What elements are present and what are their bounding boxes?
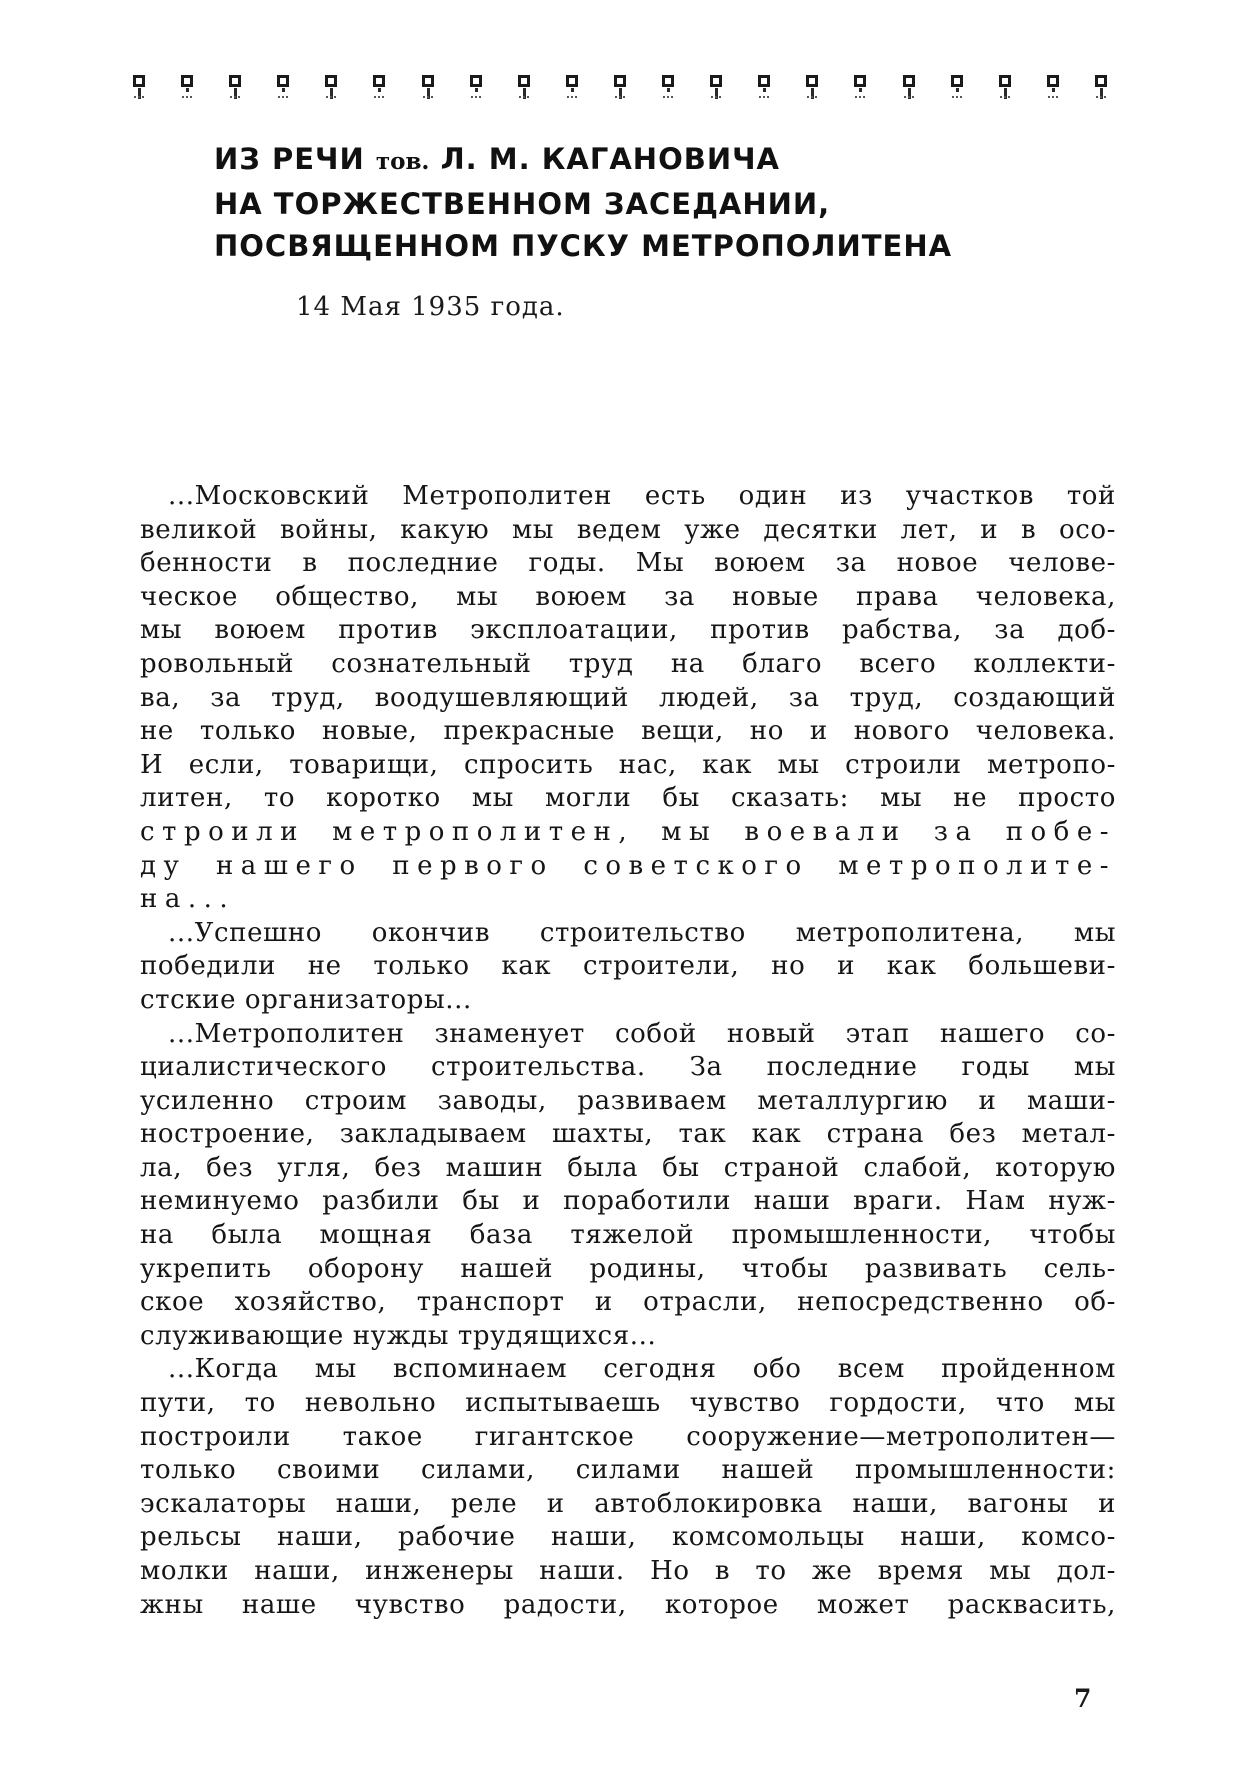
- body-line: мы воюем против эксплоатации, против рабства, за доб-: [140, 615, 1116, 646]
- body-line: служивающие нужды трудящихся...: [140, 1320, 657, 1351]
- ornament-glyph: [661, 74, 679, 104]
- ornament-glyph: [709, 74, 727, 104]
- body-line: литен, то коротко мы могли бы сказать: мы не просто: [140, 783, 1116, 814]
- ornament-glyph: [324, 74, 342, 104]
- body-line: жны наше чувство радости, которое может расквасить,: [140, 1589, 1116, 1620]
- ornament-glyph: [228, 74, 246, 104]
- body-line: ностроение, закладываем шахты, так как страна без метал-: [140, 1119, 1116, 1150]
- title-line-2: НА ТОРЖЕСТВЕННОМ ЗАСЕДАНИИ,: [214, 187, 831, 221]
- body-line: пути, то невольно испытываешь чувство гордости, что мы: [140, 1388, 1116, 1419]
- ornament-glyph: [372, 74, 390, 104]
- body-line: эскалаторы наши, реле и автоблокировка наши, вагоны и: [140, 1488, 1116, 1519]
- body-line: великой войны, какую мы ведем уже десятки лет, и в осо-: [140, 514, 1116, 545]
- ornament-glyph: [613, 74, 631, 104]
- ornament-glyph: [902, 74, 920, 104]
- body-line: неминуемо разбили бы и поработили наши враги. Нам нуж-: [140, 1186, 1116, 1217]
- ornament-glyph: [805, 74, 823, 104]
- body-line: победили не только как строители, но и как большеви-: [140, 951, 1116, 982]
- ornament-glyph: [1046, 74, 1064, 104]
- ornament-glyph: [757, 74, 775, 104]
- body-line: ...Успешно окончив строительство метрополитена, мы: [168, 917, 1116, 948]
- ornament-glyph: [517, 74, 535, 104]
- page-number: 7: [1074, 1684, 1092, 1713]
- ornament-glyph: [853, 74, 871, 104]
- body-line: построили такое гигантское сооружение—метрополитен—: [140, 1421, 1116, 1452]
- ornament-glyph: [180, 74, 198, 104]
- body-line-spaced: ду нашего первого советского метрополите-: [140, 850, 1116, 881]
- body-line: не только новые, прекрасные вещи, но и нового человека.: [140, 716, 1116, 747]
- body-line: бенности в последние годы. Мы воюем за новое челове-: [140, 548, 1116, 579]
- speech-date: 14 Мая 1935 года.: [296, 292, 565, 322]
- body-line: на была мощная база тяжелой промышленности, чтобы: [140, 1220, 1116, 1251]
- ornament-glyph: [132, 74, 150, 104]
- body-line: молки наши, инженеры наши. Но в то же время мы дол-: [140, 1556, 1116, 1586]
- ornament-glyph: [276, 74, 294, 104]
- body-line: укрепить оборону нашей родины, чтобы развивать сель-: [140, 1253, 1116, 1284]
- speech-body: [140, 480, 1116, 1622]
- body-line: ла, без угля, без машин была бы страной слабой, которую: [140, 1152, 1116, 1183]
- body-line: рельсы наши, рабочие наши, комсомольцы наши, комсо-: [140, 1522, 1116, 1553]
- ornament-glyph: [998, 74, 1016, 104]
- ornament-glyph: [469, 74, 487, 104]
- body-line: ровольный сознательный труд на благо всего коллекти-: [140, 648, 1116, 679]
- body-line: ...Московский Метрополитен есть один из участков той: [168, 481, 1116, 511]
- title-line-3: ПОСВЯЩЕННОМ ПУСКУ МЕТРОПОЛИТЕНА: [214, 229, 953, 263]
- body-line: ...Метрополитен знаменует собой новый этап нашего со-: [168, 1018, 1116, 1049]
- ornament-glyph: [950, 74, 968, 104]
- body-line: циалистического строительства. За последние годы мы: [140, 1052, 1116, 1083]
- body-line: только своими силами, силами нашей промышленности:: [140, 1455, 1116, 1486]
- body-line-spaced: на...: [140, 884, 236, 915]
- page-title: [214, 138, 1014, 267]
- body-line: усиленно строим заводы, развиваем металлургию и маши-: [140, 1085, 1116, 1116]
- title-line-1: ИЗ РЕЧИ тов. Л. М. КАГАНОВИЧА: [214, 142, 780, 176]
- ornament-glyph: [565, 74, 583, 104]
- body-line: ...Когда мы вспоминаем сегодня обо всем пройденном: [168, 1354, 1116, 1385]
- body-line-spaced: строили метрополитен, мы воевали за побе-: [140, 816, 1116, 847]
- body-line: ческое общество, мы воюем за новые права человека,: [140, 581, 1116, 612]
- decorative-ornament-border: [132, 74, 1112, 108]
- body-line: ва, за труд, воодушевляющий людей, за труд, создающий: [140, 682, 1116, 713]
- body-line: ское хозяйство, транспорт и отрасли, непосредственно об-: [140, 1287, 1116, 1318]
- ornament-glyph: [421, 74, 439, 104]
- body-line: стские организаторы...: [140, 984, 472, 1015]
- body-line: И если, товарищи, спросить нас, как мы строили метропо-: [140, 749, 1116, 780]
- ornament-glyph: [1094, 74, 1112, 104]
